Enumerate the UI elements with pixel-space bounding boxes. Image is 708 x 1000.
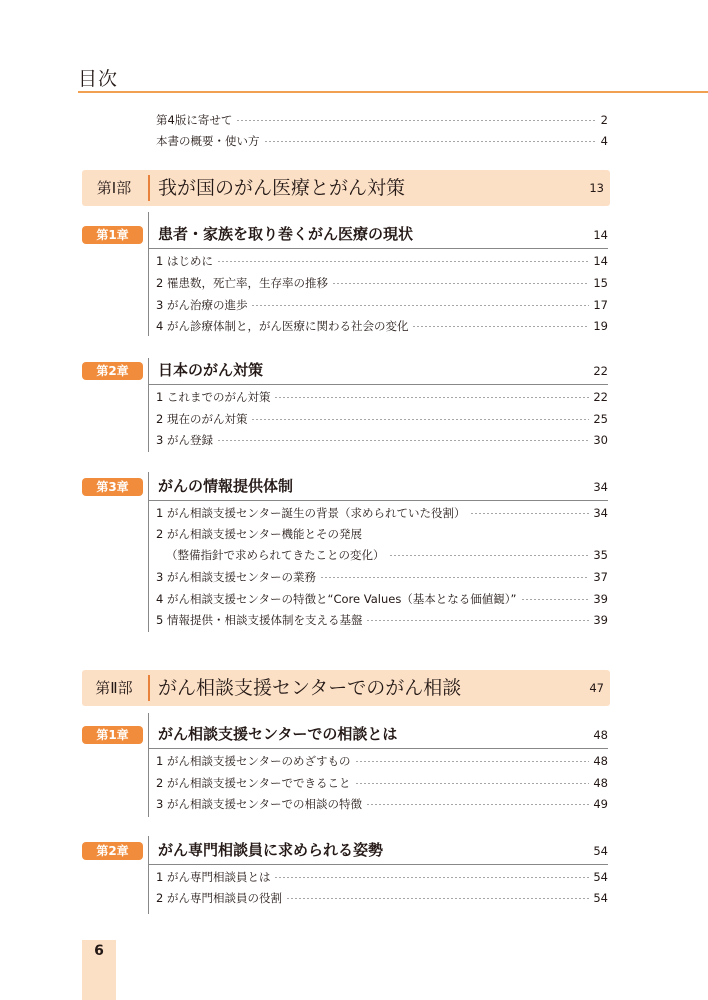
part-page: 47 xyxy=(589,681,604,695)
entry-label: 1 がん相談支援センター誕生の背景（求められていた役割） xyxy=(156,506,466,520)
toc-entry[interactable] xyxy=(156,773,608,793)
chapter-title[interactable]: がん相談支援センターでの相談とは xyxy=(158,725,398,743)
entry-page: 39 xyxy=(593,592,608,606)
chapter-rule xyxy=(148,384,608,385)
toc-entry[interactable] xyxy=(156,430,608,450)
entry-page: 49 xyxy=(593,797,608,811)
chapter-rule xyxy=(148,500,608,501)
part-heading-2[interactable] xyxy=(82,670,610,706)
chapter-page: 54 xyxy=(593,844,608,858)
toc-entry[interactable] xyxy=(156,273,608,293)
entry-page: 22 xyxy=(593,390,608,404)
dot-leader xyxy=(412,326,589,327)
entry-label: 1 がん相談支援センターのめざすもの xyxy=(156,754,351,768)
chapter-page: 22 xyxy=(593,364,608,378)
toc-entry[interactable] xyxy=(156,589,608,609)
entry-label: 2 罹患数，死亡率，生存率の推移 xyxy=(156,276,328,290)
chapter-title[interactable]: 患者・家族を取り巻くがん医療の現状 xyxy=(158,225,414,243)
toc-entry[interactable] xyxy=(156,794,608,814)
toc-entry[interactable] xyxy=(166,545,608,565)
chapter-sidebar-line xyxy=(148,472,149,632)
page-number-tab xyxy=(82,940,116,1000)
entry-label: 4 がん診療体制と，がん医療に関わる社会の変化 xyxy=(156,319,409,333)
entry-label: 3 がん相談支援センターでの相談の特徴 xyxy=(156,797,363,811)
entry-label: 1 はじめに xyxy=(156,254,213,268)
chapter-badge: 第1章 xyxy=(82,726,143,744)
entry-label: （整備指針で求められてきたことの変化） xyxy=(166,548,385,562)
entry-label: 第4版に寄せて xyxy=(156,113,233,127)
part-title: 我が国のがん医療とがん対策 xyxy=(158,177,406,199)
entry-page: 35 xyxy=(593,548,608,562)
part-divider xyxy=(148,675,150,701)
chapter-sidebar-line xyxy=(148,713,149,817)
dot-leader xyxy=(264,141,597,142)
toc-entry[interactable] xyxy=(156,131,608,151)
toc-entry[interactable] xyxy=(156,110,608,130)
chapter-badge: 第2章 xyxy=(82,362,143,380)
part-title: がん相談支援センターでのがん相談 xyxy=(158,677,462,699)
entry-label: 5 情報提供・相談支援体制を支える基盤 xyxy=(156,613,363,627)
entry-page: 17 xyxy=(593,298,608,312)
dot-leader xyxy=(389,555,590,556)
entry-page: 19 xyxy=(593,319,608,333)
chapter-sidebar-line xyxy=(148,212,149,336)
chapter-badge: 第1章 xyxy=(82,226,143,244)
toc-entry[interactable] xyxy=(156,316,608,336)
toc-entry[interactable] xyxy=(156,503,608,523)
dot-leader xyxy=(332,283,589,284)
entry-page: 15 xyxy=(593,276,608,290)
toc-entry[interactable] xyxy=(156,867,608,887)
entry-label: 2 がん相談支援センターでできること xyxy=(156,776,351,790)
chapter-title[interactable]: がんの情報提供体制 xyxy=(158,477,294,495)
chapter-page: 48 xyxy=(593,728,608,742)
entry-label: 3 がん治療の進歩 xyxy=(156,298,248,312)
entry-page: 39 xyxy=(593,613,608,627)
entry-label: 1 これまでのがん対策 xyxy=(156,390,271,404)
chapter-badge: 第3章 xyxy=(82,478,143,496)
dot-leader xyxy=(274,877,589,878)
entry-page: 54 xyxy=(593,891,608,905)
part-heading-1[interactable] xyxy=(82,170,610,206)
part-label: 第Ⅱ部 xyxy=(95,679,133,697)
chapter-title[interactable]: 日本のがん対策 xyxy=(158,361,264,379)
entry-page: 54 xyxy=(593,870,608,884)
dot-leader xyxy=(251,305,589,306)
entry-page: 14 xyxy=(593,254,608,268)
chapter-page: 14 xyxy=(593,228,608,242)
dot-leader xyxy=(320,577,589,578)
chapter-rule xyxy=(148,864,608,865)
entry-page: 4 xyxy=(600,134,608,148)
part-label: 第Ⅰ部 xyxy=(96,179,132,197)
page-title: 目次 xyxy=(78,68,119,90)
entry-page: 48 xyxy=(593,754,608,768)
chapter-title[interactable]: がん専門相談員に求められる姿勢 xyxy=(158,841,384,859)
part-page: 13 xyxy=(589,181,604,195)
entry-label: 3 がん登録 xyxy=(156,433,213,447)
entry-page: 25 xyxy=(593,412,608,426)
chapter-sidebar-line xyxy=(148,358,149,452)
entry-page: 2 xyxy=(600,113,608,127)
toc-entry[interactable] xyxy=(156,610,608,630)
dot-leader xyxy=(251,419,589,420)
toc-entry[interactable] xyxy=(156,888,608,908)
dot-leader xyxy=(470,513,590,514)
dot-leader xyxy=(217,440,589,441)
page-number: 6 xyxy=(94,943,104,959)
entry-label: 4 がん相談支援センターの特徴と“Core Values（基本となる価値観）” xyxy=(156,592,517,606)
chapter-page: 34 xyxy=(593,480,608,494)
dot-leader xyxy=(236,120,596,121)
entry-label: 2 がん相談支援センター機能とその発展 xyxy=(156,527,363,541)
entry-label: 3 がん相談支援センターの業務 xyxy=(156,570,317,584)
dot-leader xyxy=(217,261,589,262)
entry-page: 48 xyxy=(593,776,608,790)
chapter-sidebar-line xyxy=(148,836,149,914)
entry-page: 37 xyxy=(593,570,608,584)
entry-label: 2 現在のがん対策 xyxy=(156,412,248,426)
dot-leader xyxy=(366,620,589,621)
chapter-rule xyxy=(148,248,608,249)
dot-leader xyxy=(366,804,589,805)
title-underline xyxy=(78,91,708,93)
entry-label: 2 がん専門相談員の役割 xyxy=(156,891,282,905)
toc-entry[interactable] xyxy=(156,567,608,587)
part-divider xyxy=(148,175,150,201)
dot-leader xyxy=(355,761,590,762)
toc-entry[interactable] xyxy=(156,295,608,315)
chapter-badge: 第2章 xyxy=(82,842,143,860)
toc-entry[interactable] xyxy=(156,409,608,429)
dot-leader xyxy=(355,783,590,784)
toc-entry[interactable] xyxy=(156,751,608,771)
dot-leader xyxy=(286,898,589,899)
entry-page: 30 xyxy=(593,433,608,447)
dot-leader xyxy=(274,397,589,398)
toc-entry[interactable] xyxy=(156,251,608,271)
entry-label: 1 がん専門相談員とは xyxy=(156,870,271,884)
toc-entry[interactable] xyxy=(156,524,608,544)
toc-entry[interactable] xyxy=(156,387,608,407)
dot-leader xyxy=(521,599,590,600)
entry-label: 本書の概要・使い方 xyxy=(156,134,260,148)
entry-page: 34 xyxy=(593,506,608,520)
chapter-rule xyxy=(148,748,608,749)
